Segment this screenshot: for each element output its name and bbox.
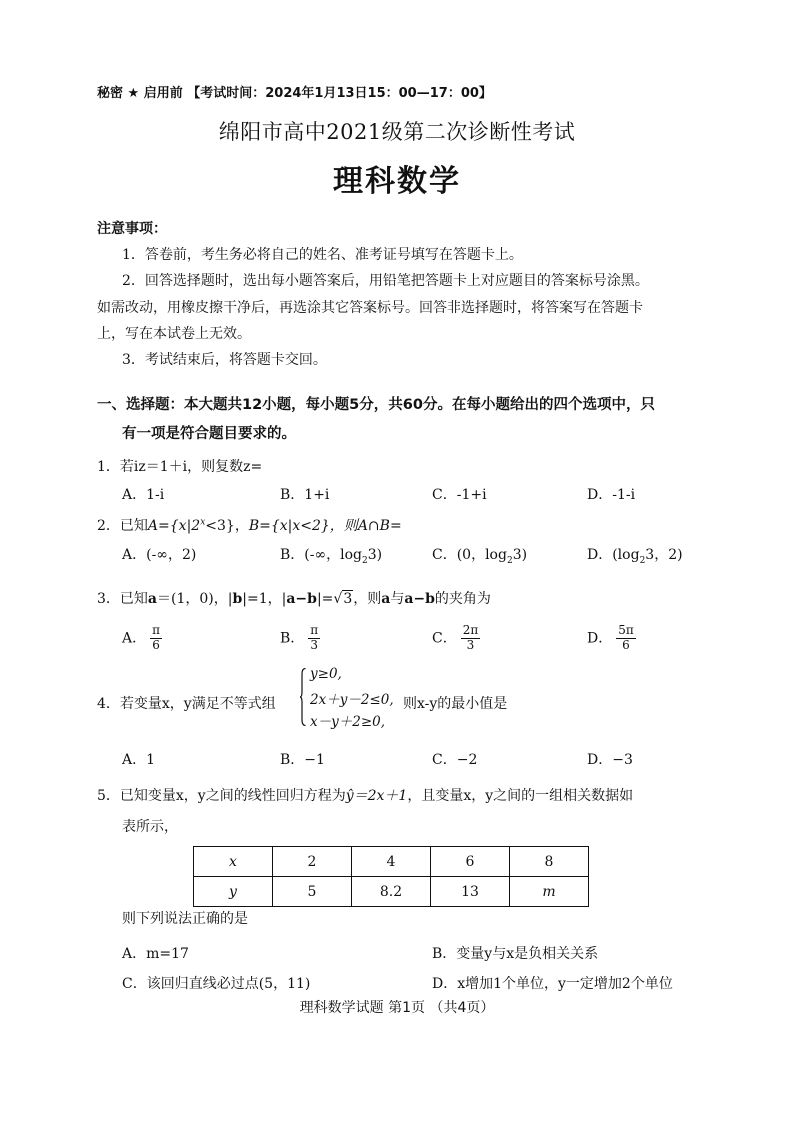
numerator: π <box>310 623 319 637</box>
notice-item-2-line-2: 如需改动，用橡皮擦干净后，再选涂其它答案标号。回答非选择题时，将答案写在答题卡 <box>97 300 643 316</box>
subject-title: 理科数学 <box>333 164 461 199</box>
question-2-option-c <box>432 544 527 566</box>
table-cell: 2 <box>273 847 352 877</box>
question-1-option-b: B．1+i <box>280 487 330 503</box>
table-cell: x <box>194 847 273 877</box>
question-2-prefix: 2．已知 <box>97 518 148 534</box>
question-5-option-c: C．该回归直线必过点(5，11) <box>122 976 311 992</box>
question-5-option-a: A．m=17 <box>122 946 189 962</box>
fraction <box>616 624 636 653</box>
fraction <box>150 624 162 653</box>
table-row <box>194 847 589 877</box>
table-row <box>194 877 589 907</box>
vector-a: a <box>381 591 391 607</box>
question-5-option-d: D．x增加1个单位，y一定增加2个单位 <box>432 976 673 992</box>
option-c-text: C．(0，log <box>432 547 507 563</box>
table-cell: y <box>194 877 273 907</box>
vector-a-minus-b: a−b <box>404 591 435 607</box>
table-cell: m <box>510 877 589 907</box>
numerator: π <box>152 623 161 637</box>
question-2-option-d <box>587 544 683 566</box>
question-5-prefix: 5．已知变量x，y之间的线性回归方程为 <box>97 788 346 804</box>
option-d-text: D．(log <box>587 547 640 563</box>
vector-a-minus-b: a−b <box>286 591 317 607</box>
left-brace-icon <box>300 668 306 726</box>
denominator: 3 <box>310 637 319 652</box>
equation-part: |= <box>316 591 334 607</box>
question-4-stem: 4．若变量x，y满足不等式组 <box>97 696 276 712</box>
numerator: 2π <box>462 623 479 637</box>
inequality-2: 2x＋y－2≤0, <box>310 692 394 708</box>
page-footer: 理科数学试题 第1页 （共4页） <box>299 1000 495 1016</box>
regression-equation: ŷ＝2x＋1 <box>345 788 408 804</box>
question-2-option-b <box>280 544 382 566</box>
table-cell: 4 <box>352 847 431 877</box>
option-b-text: B．(-∞，log <box>280 547 363 563</box>
question-4-option-d: D．−3 <box>587 752 633 768</box>
question-4-option-b: B．−1 <box>280 752 325 768</box>
table-cell: 8.2 <box>352 877 431 907</box>
sqrt-value: 3 <box>343 591 353 607</box>
question-4-ask: 则x-y的最小值是 <box>403 696 508 712</box>
question-1-option-a: A．1-i <box>122 487 165 503</box>
option-d-end: 3，2) <box>645 547 683 563</box>
fraction <box>461 624 481 653</box>
vector-a: a <box>147 591 157 607</box>
question-3-option-b <box>280 624 320 653</box>
table-cell: 6 <box>431 847 510 877</box>
fraction <box>308 624 320 653</box>
question-1-stem: 1．若iz＝1＋i，则复数z= <box>97 459 263 475</box>
inequality-3: x－y＋2≥0, <box>310 714 386 730</box>
question-2-option-a: A．(-∞，2) <box>122 547 197 563</box>
equation-part: |=1，| <box>242 591 287 607</box>
vector-b: b <box>232 591 243 607</box>
option-label: C． <box>432 630 457 647</box>
question-3-suffix: 的夹角为 <box>434 591 491 607</box>
option-c-end: 3) <box>512 547 528 563</box>
set-a-end: <3}， <box>205 518 249 534</box>
notice-item-1: 1．答卷前，考生务必将自己的姓名、准考证号填写在答题卡上。 <box>122 247 523 263</box>
question-3-option-c <box>432 624 480 653</box>
question-1-option-c: C．-1+i <box>432 487 487 503</box>
option-label: A． <box>122 630 147 647</box>
option-b-end: 3) <box>367 547 383 563</box>
conjunction: 与 <box>390 591 405 607</box>
question-3-stem <box>97 588 491 608</box>
inequality-1: y≥0, <box>310 666 342 682</box>
question-5-stem-line-1 <box>97 785 633 805</box>
equation-part: ，则 <box>353 591 382 607</box>
question-4-option-a: A．1 <box>122 752 156 768</box>
data-table <box>193 846 589 907</box>
equation-part: ＝(1，0)，| <box>157 591 233 607</box>
set-b: B={x|x<2}，则 <box>248 518 358 534</box>
denominator: 6 <box>152 637 160 652</box>
denominator: 3 <box>466 637 475 652</box>
question-4-option-c: C．−2 <box>432 752 478 768</box>
question-5-ask: 则下列说法正确的是 <box>122 911 248 927</box>
log-base: 2 <box>362 555 368 566</box>
table-cell: 8 <box>510 847 589 877</box>
notice-heading: 注意事项： <box>97 221 167 237</box>
set-a: A={x|2 <box>147 518 201 534</box>
log-base: 2 <box>506 555 513 566</box>
section-heading-line-1: 一、选择题：本大题共12小题，每小题5分，共60分。在每小题给出的四个选项中，只 <box>97 397 655 413</box>
numerator: 5π <box>618 623 634 637</box>
sqrt-symbol: √ <box>333 591 343 607</box>
question-5-option-b: B．变量y与x是负相关关系 <box>432 946 599 962</box>
question-5-middle: ，且变量x，y之间的一组相关数据如 <box>407 788 634 804</box>
question-2-stem <box>97 515 402 535</box>
log-base: 2 <box>639 555 646 566</box>
table-cell: 13 <box>431 877 510 907</box>
denominator: 6 <box>622 637 630 652</box>
question-3-option-a <box>122 624 162 653</box>
question-5-stem-line-2: 表所示， <box>122 819 178 835</box>
notice-item-2-line-1: 2．回答选择题时，选出每小题答案后，用铅笔把答题卡上对应题目的答案标号涂黑。 <box>122 273 649 289</box>
option-label: B． <box>280 630 305 647</box>
table-cell: 5 <box>273 877 352 907</box>
exam-title: 绵阳市高中2021级第二次诊断性考试 <box>218 120 576 144</box>
notice-item-2-line-3: 上，写在本试卷上无效。 <box>97 326 251 342</box>
option-label: D． <box>587 630 613 647</box>
set-a-exponent: x <box>200 517 206 528</box>
question-2-suffix: A∩B= <box>357 518 402 534</box>
confidential-notice: 秘密 ★ 启用前 【考试时间：2024年1月13日15：00—17：00】 <box>97 86 492 101</box>
question-1-option-d: D．-1-i <box>587 487 636 503</box>
section-heading-line-2: 有一项是符合题目要求的。 <box>122 426 296 442</box>
question-3-prefix: 3．已知 <box>97 591 148 607</box>
notice-item-3: 3．考试结束后，将答题卡交回。 <box>122 352 327 368</box>
question-3-option-d <box>587 624 636 653</box>
